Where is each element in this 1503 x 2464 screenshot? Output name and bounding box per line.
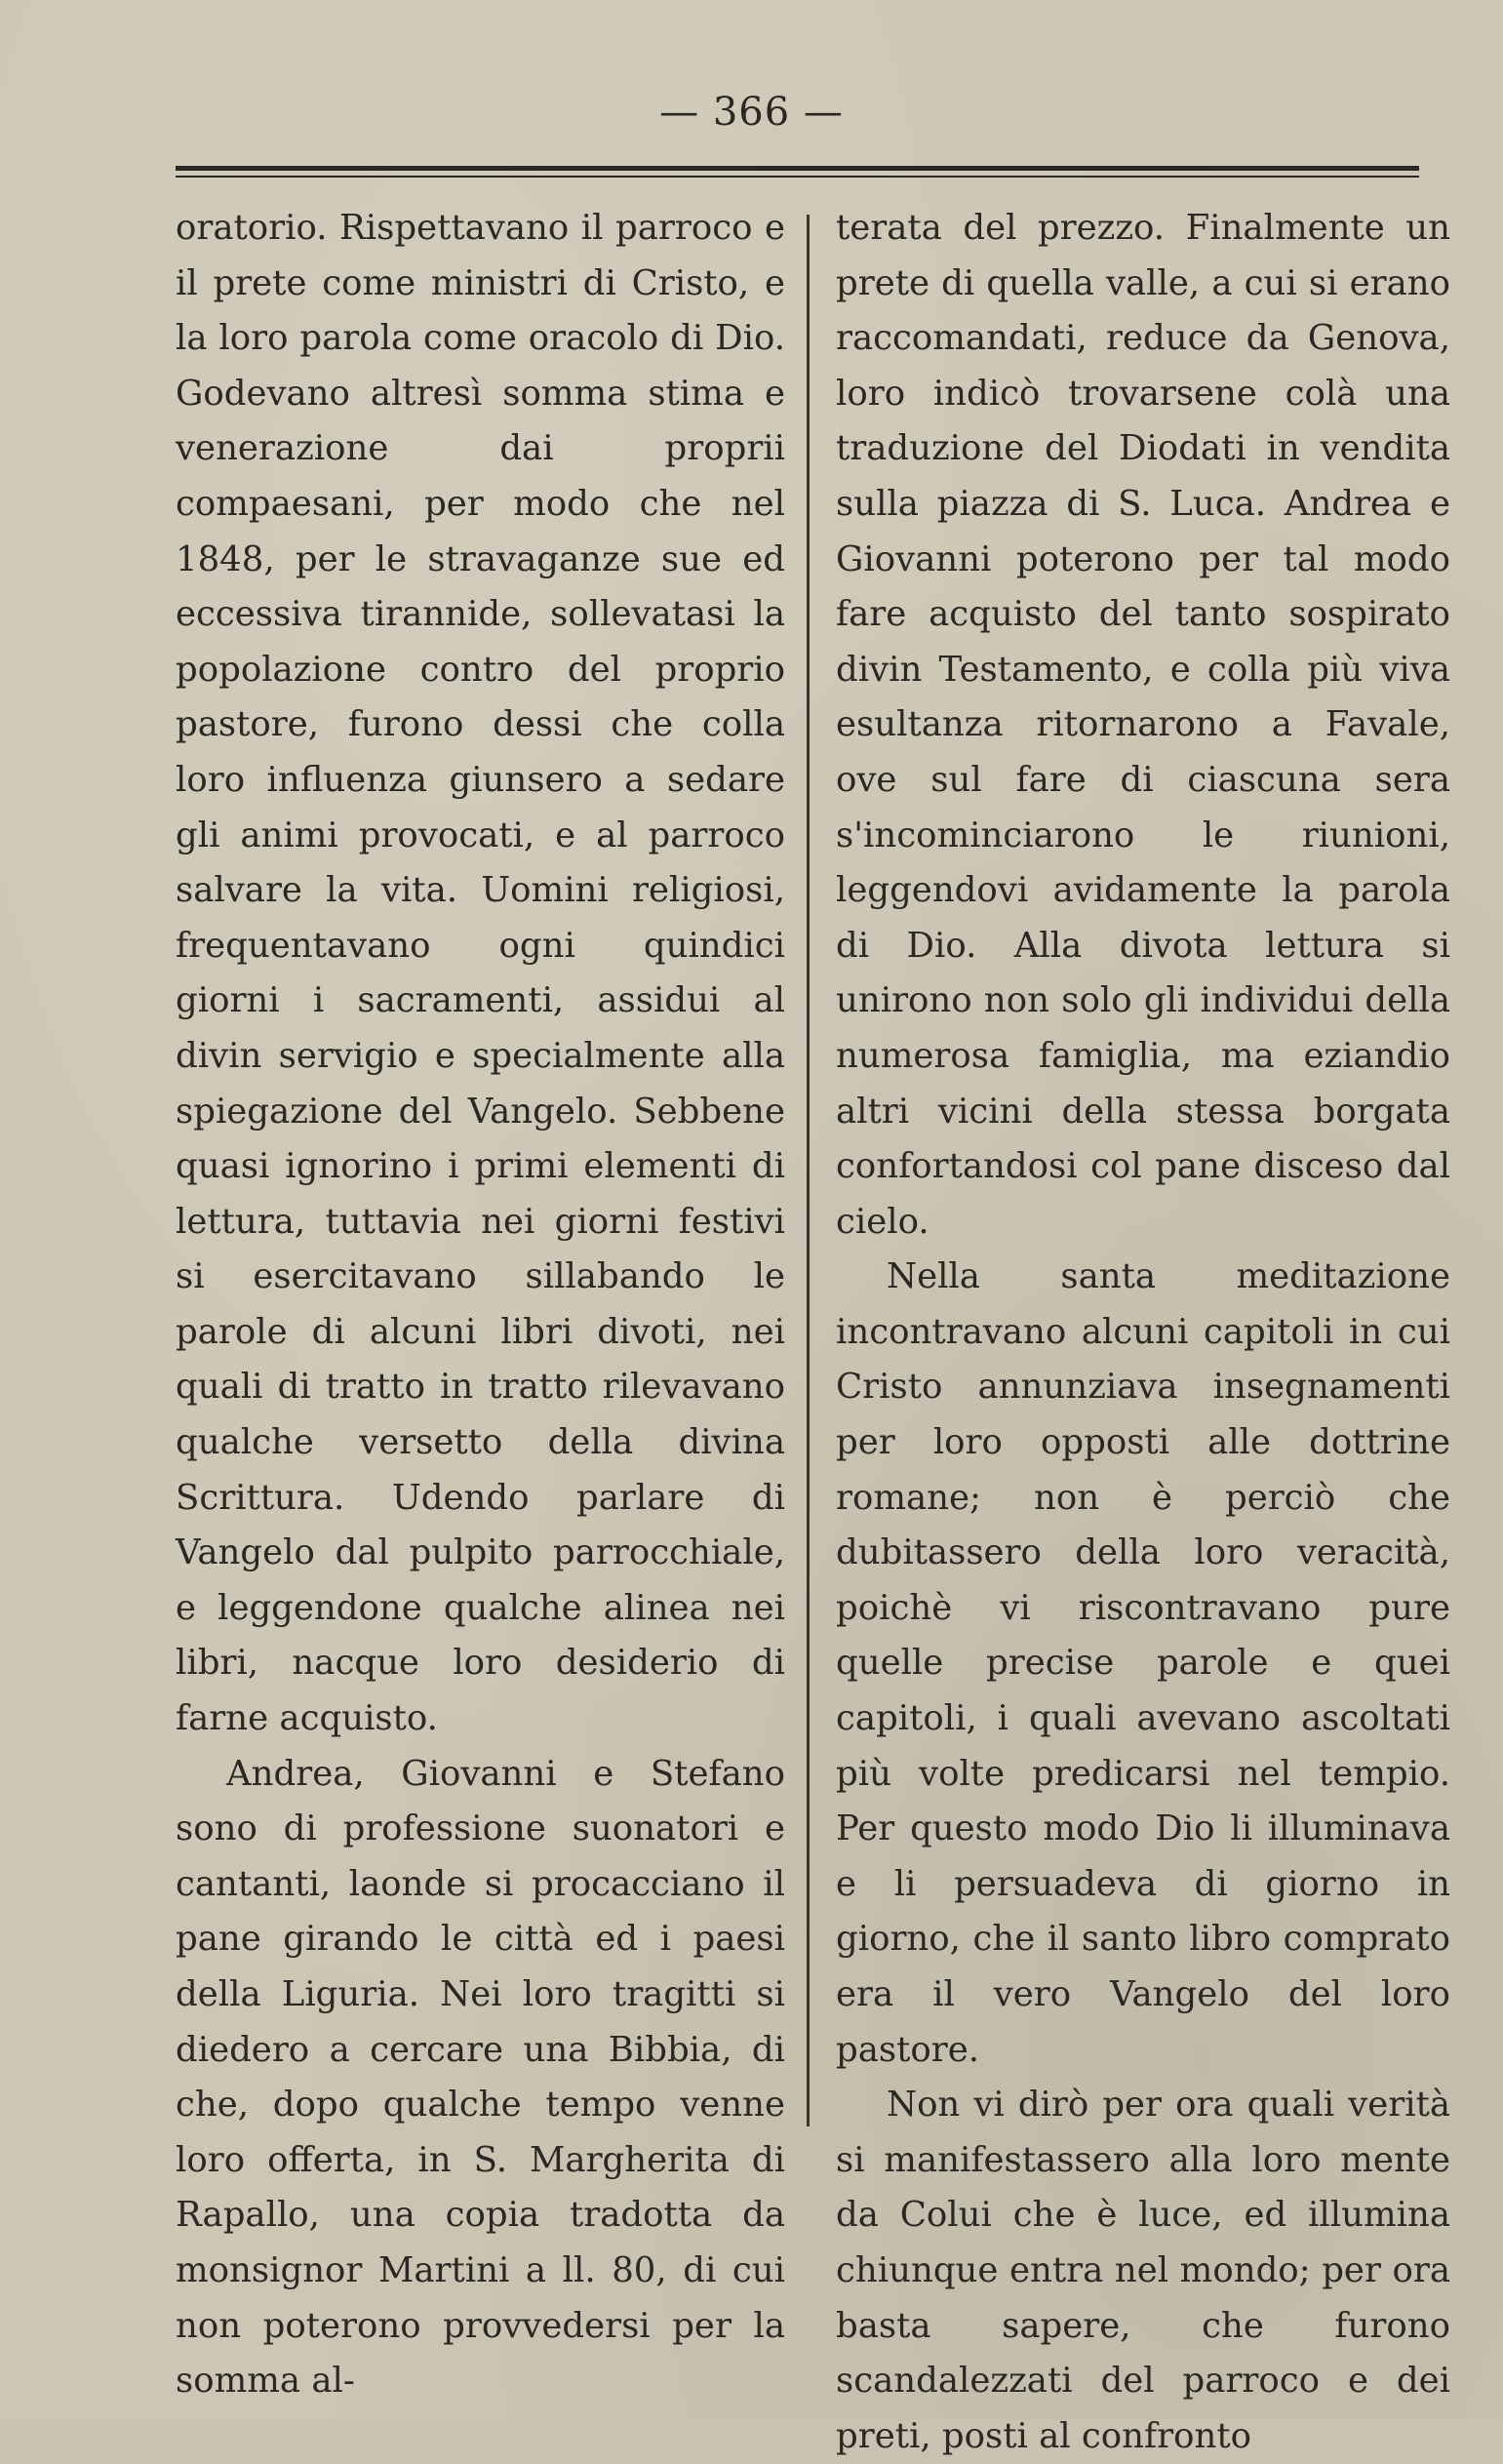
right-column <box>836 201 1450 2464</box>
paragraph: Nella santa meditazione incontravano alcuni capitoli in cui Cristo annunziava insegnamenti per loro opposti alle dottrine romane; non è perciò che dubitassero della loro veracità, poichè vi riscontravano pure quelle precise parole e quei capitoli, i quali avevano ascoltati più volte predicarsi nel tempio. Per questo modo Dio li illuminava e li persuadeva di giorno in giorno, che il santo libro comprato era il vero Vangelo del loro pastore. <box>836 1256 1450 2070</box>
paragraph: Non vi dirò per ora quali verità si manifestassero alla loro mente da Colui che è luce, ed illumina chiunque entra nel mondo; per ora basta sapere, che furono scandalezzati del parroco e dei preti, posti al confronto <box>836 2085 1450 2456</box>
header-rule-thick <box>176 166 1419 171</box>
paragraph: Andrea, Giovanni e Stefano sono di professione suonatori e cantanti, laonde si procacciano il pane girando le città ed i paesi della Liguria. Nei loro tragitti si diedero a cercare una Bibbia, di che, dopo qualche tempo venne loro offerta, in S. Margherita di Rapallo, una copia tradotta da monsignor Martini a ll. 80, di cui non poterono provvedersi per la somma al- <box>176 1753 785 2402</box>
paragraph: oratorio. Rispettavano il parroco e il prete come ministri di Cristo, e la loro parola come oracolo di Dio. Godevano altresì somma stima e venerazione dai proprii compaesani, per modo che nel 1848, per le stravaganze sue ed eccessiva tirannide, sollevatasi la popolazione contro del proprio pastore, furono dessi che colla loro influenza giunsero a sedare gli animi provocati, e al parroco salvare la vita. Uomini religiosi, frequentavano ogni quindici giorni i sacramenti, assidui al divin servigio e specialmente alla spiegazione del Vangelo. Sebbene quasi ignorino i primi elementi di lettura, tuttavia nei giorni festivi si esercitavano sillabando le parole di alcuni libri divoti, nei quali di tratto in tratto rilevavano qualche versetto della divina Scrittura. Udendo parlare di Vangelo dal pulpito parrocchiale, e leggendone qualche alinea nei libri, nacque loro desiderio di farne acquisto. <box>176 208 785 1739</box>
paragraph: terata del prezzo. Finalmente un prete di quella valle, a cui si erano raccomandati, reduce da Genova, loro indicò trovarsene colà una traduzione del Diodati in vendita sulla piazza di S. Luca. Andrea e Giovanni poterono per tal modo fare acquisto del tanto sospirato divin Testamento, e colla più viva esultanza ritornarono a Favale, ove sul fare di ciascuna sera s'incominciarono le riunioni, leggendovi avidamente la parola di Dio. Alla divota lettura si unirono non solo gli individui della numerosa famiglia, ma eziandio altri vicini della stessa borgata confortandosi col pane disceso dal cielo. <box>836 208 1450 1242</box>
column-divider <box>807 215 810 2126</box>
header-rule-thin <box>176 176 1419 178</box>
left-column <box>176 201 785 2409</box>
page-number: — 366 — <box>659 90 844 135</box>
